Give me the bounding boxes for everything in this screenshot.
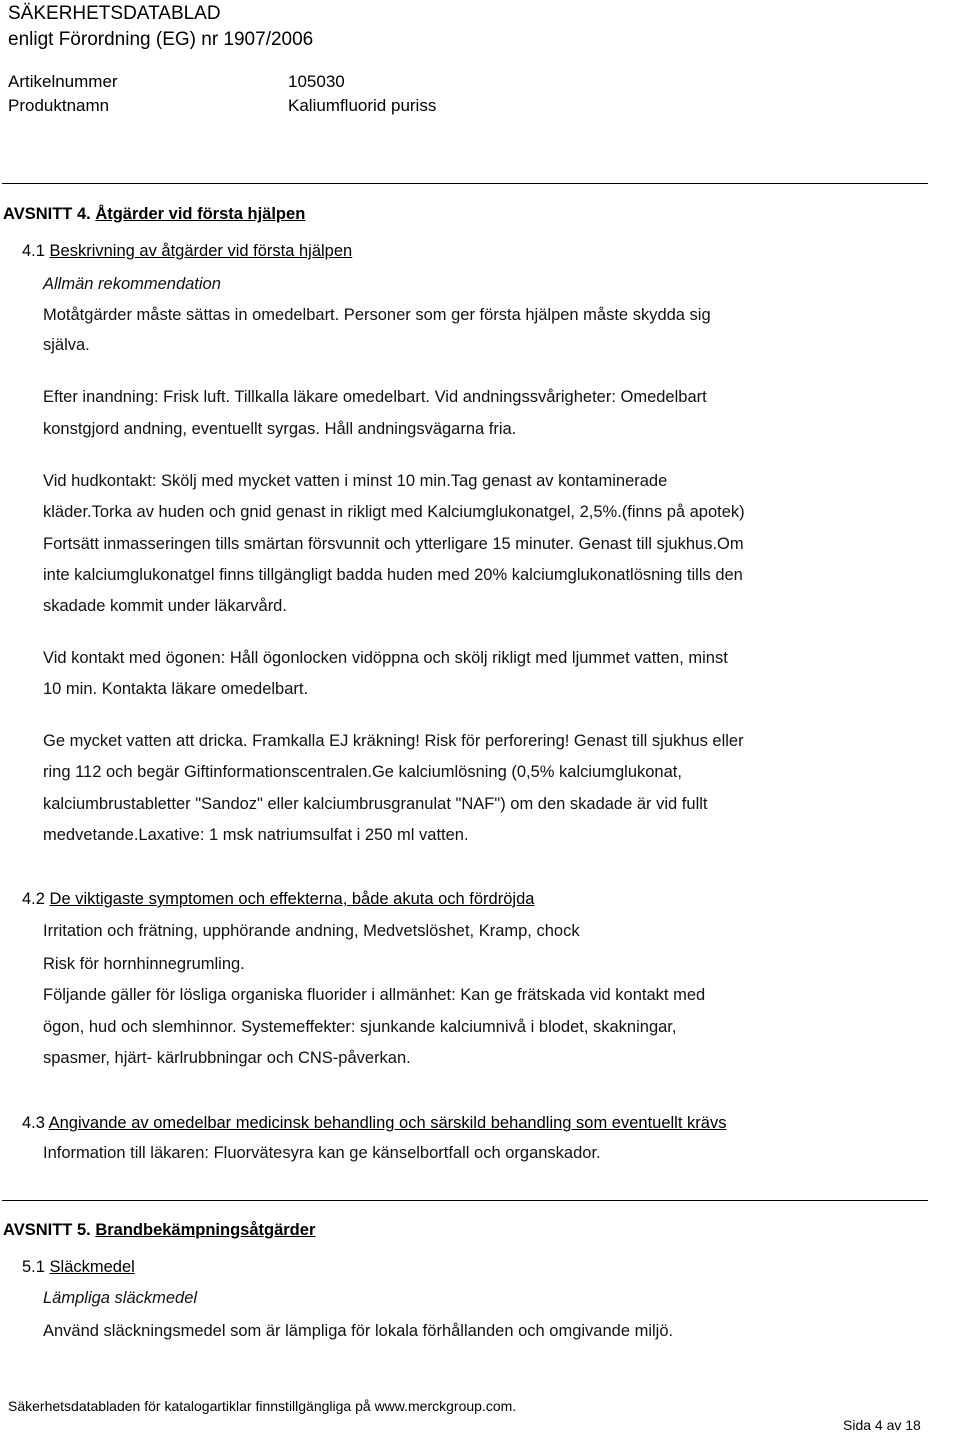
- skin-contact-line: skadade kommit under läkarvård.: [43, 597, 287, 615]
- subsection-4-3-heading: [22, 1113, 726, 1133]
- symptom-line: spasmer, hjärt- kärlrubbningar och CNS-påverkan.: [43, 1049, 411, 1067]
- general-advice-label: Allmän rekommendation: [43, 275, 221, 293]
- symptom-line: Irritation och frätning, upphörande andning, Medvetslöshet, Kramp, chock: [43, 922, 580, 940]
- footer-note: Säkerhetsdatabladen för katalogartiklar finnstillgängliga på www.merckgroup.com.: [8, 1398, 517, 1414]
- eye-contact-line: Vid kontakt med ögonen: Håll ögonlocken vidöppna och skölj rikligt med ljummet vatten, minst: [43, 649, 728, 667]
- document-title: SÄKERHETSDATABLAD: [8, 3, 221, 24]
- subsection-4-1-title: Beskrivning av åtgärder vid första hjälpen: [49, 242, 353, 260]
- suitable-media-label: Lämpliga släckmedel: [43, 1289, 198, 1307]
- subsection-4-2-number: 4.2: [22, 890, 45, 908]
- skin-contact-line: Fortsätt inmasseringen tills smärtan försvunnit och ytterligare 15 minuter. Genast till sjukhus.Om: [43, 535, 744, 553]
- extinguishing-line: Använd släckningsmedel som är lämpliga för lokala förhållanden och omgivande miljö.: [43, 1322, 674, 1340]
- general-advice-line: själva.: [43, 336, 90, 354]
- inhalation-line: Efter inandning: Frisk luft. Tillkalla läkare omedelbart. Vid andningssvårigheter: Omedelbart: [43, 388, 707, 406]
- product-name-label: Produktnamn: [8, 96, 110, 115]
- subsection-4-2-title: De viktigaste symptomen och effekterna, både akuta och fördröjda: [49, 890, 535, 908]
- section-4-title: Åtgärder vid första hjälpen: [95, 205, 306, 223]
- section-5-divider: [2, 1200, 928, 1201]
- eye-contact-line: 10 min. Kontakta läkare omedelbart.: [43, 680, 309, 698]
- inhalation-line: konstgjord andning, eventuellt syrgas. Håll andningsvägarna fria.: [43, 420, 517, 438]
- article-number-label: Artikelnummer: [8, 72, 118, 91]
- general-advice-line: Motåtgärder måste sättas in omedelbart. Personer som ger första hjälpen måste skydda sig: [43, 306, 711, 324]
- section-5-title: Brandbekämpningsåtgärder: [95, 1221, 316, 1239]
- subsection-5-1-heading: [22, 1257, 135, 1277]
- section-4-heading: [3, 204, 305, 224]
- ingestion-line: ring 112 och begär Giftinformationscentralen.Ge kalciumlösning (0,5% kalciumglukonat,: [43, 763, 682, 781]
- subsection-4-3-title: Angivande av omedelbar medicinsk behandling och särskild behandling som eventuellt krävs: [48, 1114, 727, 1132]
- ingestion-line: Ge mycket vatten att dricka. Framkalla EJ kräkning! Risk för perforering! Genast till sjukhus eller: [43, 732, 744, 750]
- section-5-number: AVSNITT 5.: [3, 1221, 91, 1239]
- page-number: Sida 4 av 18: [843, 1417, 921, 1433]
- subsection-4-2-heading: [22, 889, 534, 909]
- section-4-divider: [2, 183, 928, 184]
- symptom-line: Risk för hornhinnegrumling.: [43, 955, 245, 973]
- subsection-5-1-number: 5.1: [22, 1258, 45, 1276]
- subsection-4-1-number: 4.1: [22, 242, 45, 260]
- ingestion-line: medvetande.Laxative: 1 msk natriumsulfat i 250 ml vatten.: [43, 826, 469, 844]
- ingestion-line: kalciumbrustabletter "Sandoz" eller kalciumbrusgranulat "NAF") om den skadade är vid fullt: [43, 795, 708, 813]
- subsection-5-1-title: Släckmedel: [49, 1258, 135, 1276]
- skin-contact-line: inte kalciumglukonatgel finns tillgängligt badda huden med 20% kalciumglukonatlösning tills den: [43, 566, 743, 584]
- treatment-line: Information till läkaren: Fluorvätesyra kan ge känselbortfall och organskador.: [43, 1144, 601, 1162]
- subsection-4-1-heading: [22, 241, 352, 261]
- article-number-value: 105030: [288, 72, 345, 91]
- section-4-number: AVSNITT 4.: [3, 205, 91, 223]
- product-name-value: Kaliumfluorid puriss: [288, 96, 437, 115]
- symptom-line: Följande gäller för lösliga organiska fluorider i allmänhet: Kan ge frätskada vid kontakt med: [43, 986, 706, 1004]
- skin-contact-line: kläder.Torka av huden och gnid genast in rikligt med Kalciumglukonatgel, 2,5%.(finns på apotek): [43, 503, 745, 521]
- skin-contact-line: Vid hudkontakt: Skölj med mycket vatten i minst 10 min.Tag genast av kontaminerade: [43, 472, 668, 490]
- section-5-heading: [3, 1220, 315, 1240]
- symptom-line: ögon, hud och slemhinnor. Systemeffekter: sjunkande kalciumnivå i blodet, skakningar,: [43, 1018, 677, 1036]
- regulation-reference: enligt Förordning (EG) nr 1907/2006: [8, 29, 314, 50]
- subsection-4-3-number: 4.3: [22, 1114, 45, 1132]
